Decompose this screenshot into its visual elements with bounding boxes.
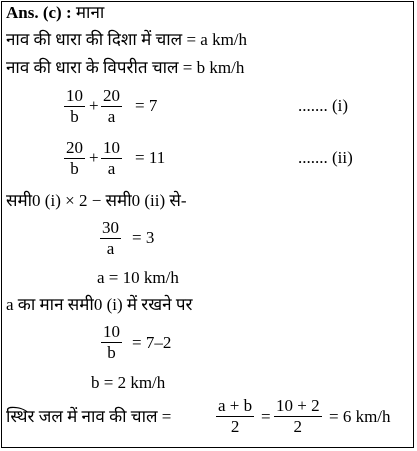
final-f1-numerator: a + b: [218, 396, 253, 415]
eq2-rhs: = 11: [135, 148, 166, 167]
eq1-f2-numerator: 20: [103, 86, 120, 105]
final-f2-numerator: 10 + 2: [276, 396, 320, 415]
final-rhs: = 6 km/h: [329, 407, 391, 426]
eq2-fraction-1: [64, 138, 85, 179]
eq2-fraction-2: [101, 138, 122, 179]
eq3-rhs: = 3: [132, 228, 155, 247]
final-equals: =: [261, 407, 271, 426]
answer-assume: माना: [71, 3, 105, 22]
answer-header: [6, 3, 104, 23]
eq2-f2-numerator: 10: [103, 138, 120, 157]
eq2-f2-denominator: a: [101, 158, 122, 179]
eq4-rhs: = 7–2: [132, 333, 172, 352]
eq4-fraction: [101, 322, 122, 363]
eq3-numerator: 30: [102, 218, 119, 237]
upstream-speed-line: नाव की धारा के विपरीत चाल = b km/h: [6, 58, 245, 77]
eq1-f1-denominator: b: [64, 106, 85, 127]
eq4-numerator: 10: [103, 322, 120, 341]
eq1-fraction-2: [101, 86, 122, 127]
eq2-plus: +: [89, 148, 99, 167]
eq2-f1-denominator: b: [64, 158, 85, 179]
downstream-speed-line: नाव की धारा की दिशा में चाल = a km/h: [6, 30, 248, 49]
final-fraction-1: [216, 396, 254, 437]
eq1-plus: +: [89, 96, 99, 115]
final-label: स्थिर जल में नाव की चाल =: [6, 407, 172, 426]
eq3-fraction: [100, 218, 121, 259]
final-f2-denominator: 2: [274, 416, 322, 437]
eq3-denominator: a: [100, 238, 121, 259]
eq1-fraction-1: [64, 86, 85, 127]
eq1-f2-denominator: a: [101, 106, 122, 127]
result-a: a = 10 km/h: [97, 268, 179, 287]
eq4-denominator: b: [101, 342, 122, 363]
result-b: b = 2 km/h: [91, 373, 166, 392]
step-substitute-line: a का मान समी0 (i) में रखने पर: [6, 295, 193, 314]
step-subtract-line: समी0 (i) × 2 − समी0 (ii) से-: [6, 191, 187, 210]
eq2-f1-numerator: 20: [66, 138, 83, 157]
answer-label: Ans. (c) :: [6, 3, 72, 22]
eq1-f1-numerator: 10: [66, 86, 83, 105]
eq2-tag: ....... (ii): [298, 148, 353, 167]
eq1-rhs: = 7: [135, 96, 158, 115]
final-fraction-2: [274, 396, 322, 437]
eq1-tag: ....... (i): [298, 96, 349, 115]
final-f1-denominator: 2: [216, 416, 254, 437]
